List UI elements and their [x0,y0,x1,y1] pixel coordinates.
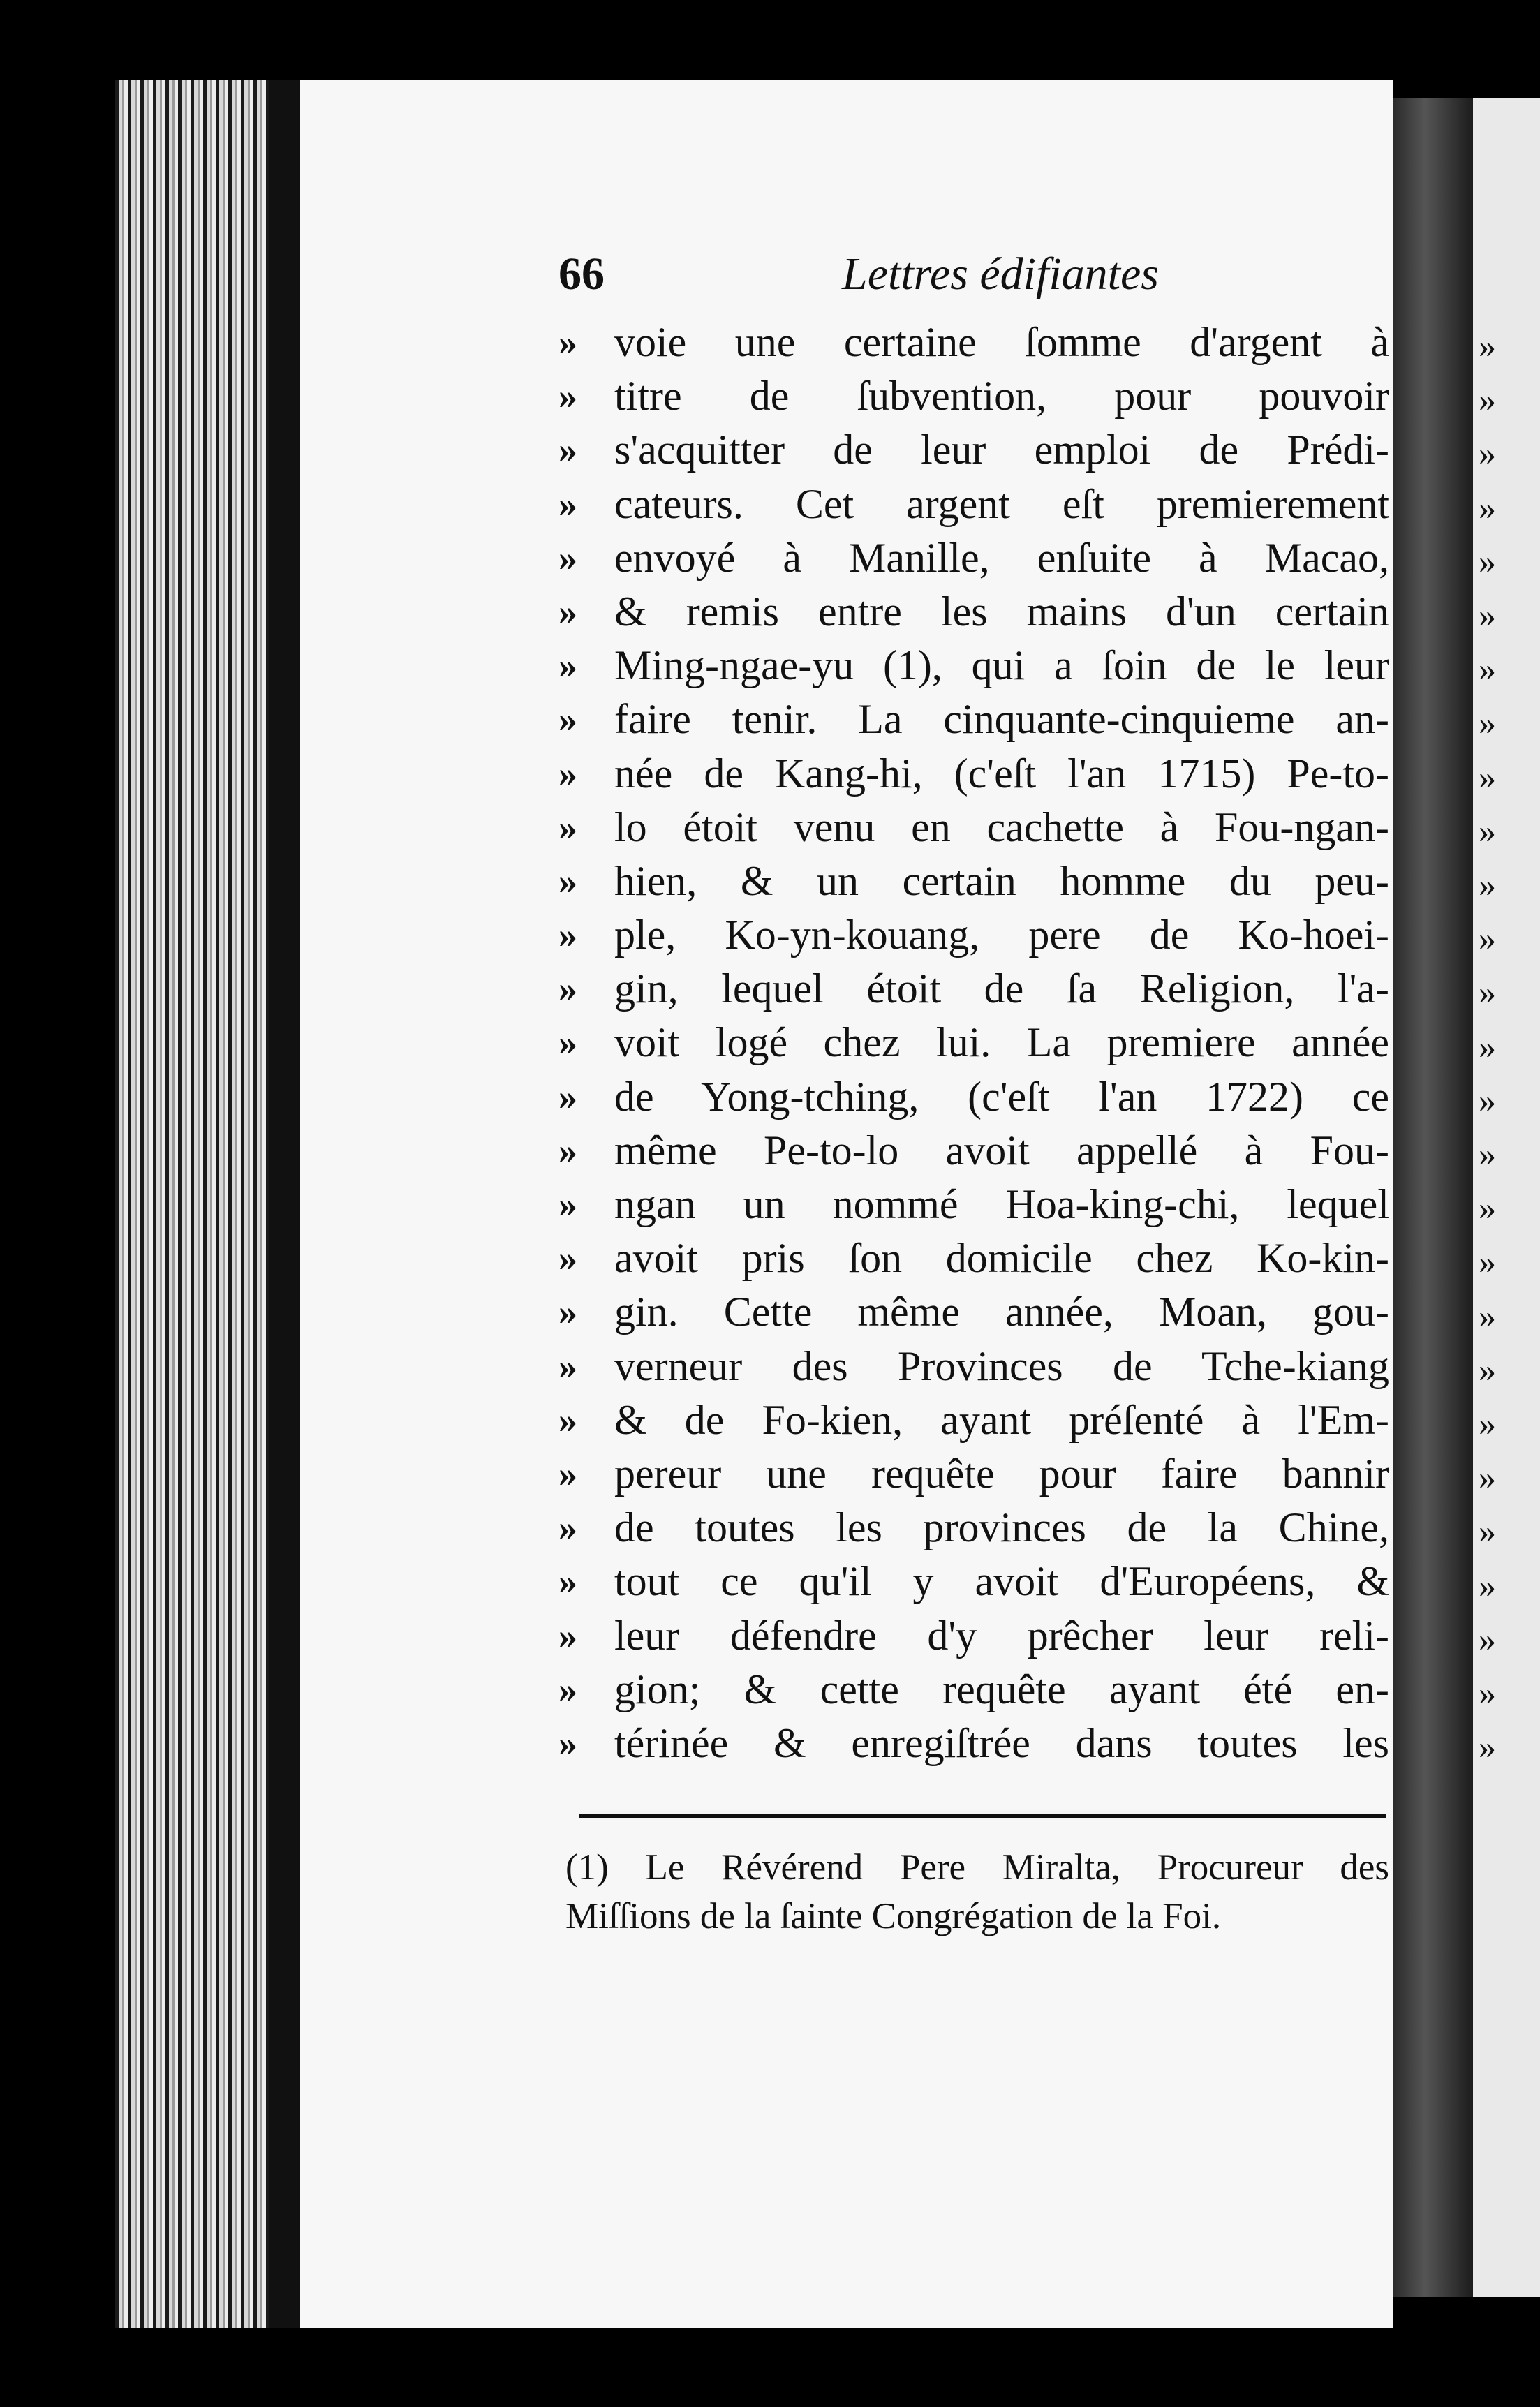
quote-mark: » [558,1560,577,1603]
text-line [558,1663,1389,1717]
facing-quote-mark: » [1479,703,1496,743]
text-line [558,316,1389,369]
quote-mark: » [558,752,577,794]
next-page-edge [1473,98,1540,2297]
quote-mark: » [558,1075,577,1118]
quote-mark: » [558,1668,577,1710]
line-text: avoit pris ſon domicile chez Ko-kin- [614,1235,1389,1282]
facing-quote-mark: » [1479,541,1496,581]
text-line [558,1124,1389,1178]
facing-quote-mark: » [1479,1727,1496,1767]
quote-mark: » [558,859,577,902]
line-text: voie une certaine ſomme d'argent à [614,319,1389,365]
running-title: Lettres édifiantes [841,249,1159,299]
line-text: gin. Cette même année, Moan, gou- [614,1289,1389,1335]
facing-quote-mark: » [1479,1188,1496,1228]
facing-quote-mark: » [1479,1404,1496,1443]
line-text: verneur des Provinces de Tche-kiang [614,1342,1389,1389]
line-text: lo étoit venu en cachette à Fou-ngan- [614,803,1389,850]
line-text: née de Kang-hi, (c'eſt l'an 1715) Pe-to- [614,750,1389,797]
text-line [558,477,1389,531]
facing-quote-mark: » [1479,1619,1496,1659]
text-line [558,1717,1389,1770]
quote-mark: » [558,1183,577,1225]
text-line [558,801,1389,854]
line-text: hien, & un certain homme du peu- [614,857,1389,904]
line-text: de toutes les provinces de la Chine, [614,1504,1389,1551]
footnote-line: (1) Le Révérend Pere Miralta, Procureur des [565,1847,1389,1888]
line-text: & remis entre les mains d'un certain [614,588,1389,635]
line-text: s'acquitter de leur emploi de Prédi- [614,427,1389,473]
quote-mark: » [558,1129,577,1171]
quote-mark: » [558,482,577,525]
line-text: de Yong-tching, (c'eſt l'an 1722) ce [614,1073,1389,1120]
facing-quote-mark: » [1479,757,1496,797]
quote-mark: » [558,1452,577,1495]
text-line [558,369,1389,423]
page-number: 66 [558,249,605,299]
quote-mark: » [558,1345,577,1387]
text-line [558,1609,1389,1663]
body-text [558,316,1389,1770]
facing-quote-mark: » [1479,972,1496,1012]
facing-quote-mark: » [1479,1673,1496,1712]
line-text: titre de ſubvention, pour pouvoir [614,373,1389,420]
facing-quote-mark: » [1479,1134,1496,1173]
text-line [558,1231,1389,1285]
text-line [558,854,1389,908]
quote-mark: » [558,1506,577,1549]
quote-mark: » [558,644,577,687]
quote-mark: » [558,698,577,741]
line-text: tout ce qu'il y avoit d'Européens, & [614,1558,1389,1605]
line-text: gin, lequel étoit de ſa Religion, l'a- [614,965,1389,1012]
quote-mark: » [558,1398,577,1441]
text-line [558,908,1389,962]
text-line [558,1016,1389,1069]
quote-mark: » [558,968,577,1010]
line-text: leur défendre d'y prêcher leur reli- [614,1612,1389,1659]
quote-mark: » [558,1721,577,1764]
facing-quote-mark: » [1479,434,1496,473]
text-line [558,1501,1389,1555]
footnote-rule [579,1814,1386,1818]
quote-mark: » [558,1021,577,1064]
quote-mark: » [558,536,577,579]
facing-quote-mark: » [1479,1458,1496,1497]
line-text: & de Fo-kien, ayant préſenté à l'Em- [614,1396,1389,1443]
facing-quote-mark: » [1479,595,1496,635]
line-text: ngan un nommé Hoa-king-chi, lequel [614,1181,1389,1227]
text-line [558,1285,1389,1339]
line-text: envoyé à Manille, enſuite à Macao, [614,534,1389,581]
text-line [558,693,1389,746]
page-edges [115,80,300,2328]
facing-quote-mark: » [1479,1080,1496,1120]
facing-quote-mark: » [1479,1565,1496,1605]
text-line [558,639,1389,693]
text-line [558,1178,1389,1231]
footnote [565,1843,1389,1941]
facing-quote-mark: » [1479,487,1496,527]
text-line [558,747,1389,801]
facing-quote-mark: » [1479,1511,1496,1551]
quote-mark: » [558,429,577,471]
book-gutter [1393,98,1473,2297]
line-text: ple, Ko-yn-kouang, pere de Ko-hoei- [614,912,1389,958]
facing-quote-mark: » [1479,1242,1496,1282]
footnote-line: Miſſions de la ſainte Congrégation de la Foi. [565,1896,1222,1936]
text-line [558,1447,1389,1501]
facing-quote-mark: » [1479,810,1496,850]
text-line [558,1070,1389,1124]
facing-quote-mark: » [1479,1349,1496,1389]
facing-quote-mark: » [1479,865,1496,904]
line-text: même Pe-to-lo avoit appellé à Fou- [614,1127,1389,1173]
text-line [558,962,1389,1016]
line-text: pereur une requête pour faire bannir [614,1450,1389,1497]
line-text: faire tenir. La cinquante-cinquieme an- [614,696,1389,743]
text-line [558,423,1389,477]
line-text: térinée & enregiſtrée dans toutes les [614,1719,1389,1766]
facing-quote-mark: » [1479,1026,1496,1066]
text-line [558,1555,1389,1608]
page-header [558,248,1159,307]
quote-mark: » [558,806,577,848]
facing-quote-mark: » [1479,326,1496,365]
text-line [558,531,1389,585]
quote-mark: » [558,1291,577,1333]
facing-quote-mark: » [1479,1296,1496,1335]
facing-quote-mark: » [1479,380,1496,420]
text-line [558,1340,1389,1393]
line-text: voit logé chez lui. La premiere année [614,1019,1389,1066]
quote-mark: » [558,1614,577,1657]
text-line [558,1393,1389,1447]
quote-mark: » [558,914,577,956]
line-text: gion; & cette requête ayant été en- [614,1666,1389,1712]
quote-mark: » [558,590,577,632]
quote-mark: » [558,1237,577,1280]
line-text: Ming-ngae-yu (1), qui a ſoin de le leur [614,642,1389,689]
text-line [558,585,1389,639]
quote-mark: » [558,321,577,363]
quote-mark: » [558,375,577,417]
facing-quote-mark: » [1479,649,1496,689]
facing-quote-mark: » [1479,919,1496,958]
line-text: cateurs. Cet argent eſt premierement [614,480,1389,527]
